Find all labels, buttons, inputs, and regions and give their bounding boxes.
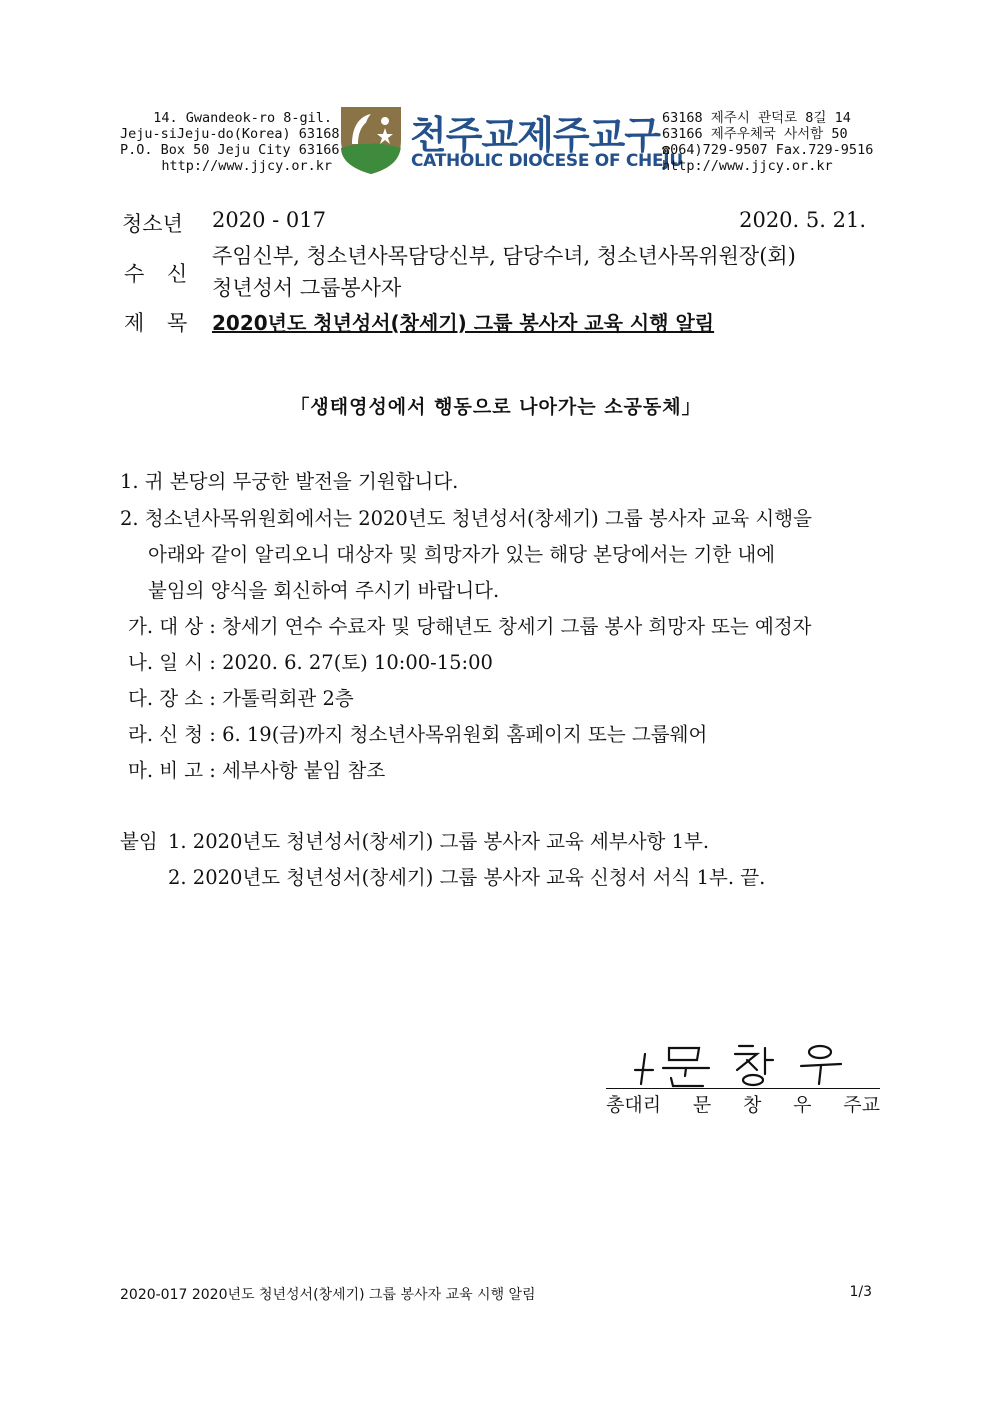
diocese-logo-icon: [338, 104, 404, 176]
signer-title-part: 문: [692, 1094, 712, 1116]
signer-title-part: 창: [742, 1094, 762, 1116]
paragraph-2-line: 2. 청소년사목위원회에서는 2020년도 청년성서(창세기) 그룹 봉사자 교육 시행을: [120, 507, 812, 530]
address-en-line: Jeju-siJeju-do(Korea) 63168: [120, 126, 340, 142]
paragraph-2-line: 붙임의 양식을 회신하여 주시기 바랍니다.: [148, 579, 500, 602]
handwritten-signature: [605, 1040, 880, 1090]
subject: 2020년도 청년성서(창세기) 그룹 봉사자 교육 시행 알림: [212, 311, 715, 335]
attachment-item: 1. 2020년도 청년성서(창세기) 그룹 봉사자 교육 세부사항 1부.: [168, 830, 710, 853]
detail-item: 라. 신 청 : 6. 19(금)까지 청소년사목위원회 홈페이지 또는 그룹웨어: [128, 723, 708, 746]
address-ko-line: ☎064)729-9507 Fax.729-9516: [662, 142, 874, 158]
address-ko-line: http://www.jjcy.or.kr: [662, 158, 833, 174]
subject-label: 제 목: [124, 311, 196, 335]
recipient-label: 수 신: [124, 262, 196, 286]
signer-title-part: 주교: [843, 1094, 880, 1116]
detail-item: 마. 비 고 : 세부사항 붙임 참조: [128, 759, 386, 782]
org-name-ko: 천주교제주교구: [410, 113, 660, 157]
doc-date: 2020. 5. 21.: [739, 208, 866, 232]
recipients-line: 주임신부, 청소년사목담당신부, 담당수녀, 청소년사목위원장(회): [212, 244, 796, 268]
paragraph-1: 1. 귀 본당의 무궁한 발전을 기원합니다.: [120, 470, 459, 493]
detail-item: 다. 장 소 : 가톨릭회관 2층: [128, 687, 354, 710]
page-number: 1/3: [849, 1284, 872, 1300]
letterhead-address-ko: [662, 110, 882, 174]
address-en-line: http://www.jjcy.or.kr: [161, 158, 332, 174]
letterhead-address-en: [120, 110, 340, 174]
paragraph-2-line: 아래와 같이 알리오니 대상자 및 희망자가 있는 해당 본당에서는 기한 내에: [148, 543, 776, 566]
address-ko-line: 63166 제주우체국 사서함 50: [662, 126, 848, 142]
attachment-label: 붙임: [120, 830, 158, 853]
signature-line: [606, 1088, 880, 1089]
doc-label: 청소년: [122, 212, 183, 236]
signer-title-part: 총대리: [606, 1094, 662, 1116]
detail-item: 가. 대 상 : 창세기 연수 수료자 및 당해년도 창세기 그룹 봉사 희망자 또는 예정자: [128, 615, 812, 638]
footer-title: 2020-017 2020년도 청년성서(창세기) 그룹 봉사자 교육 시행 알림: [120, 1287, 536, 1303]
address-en-line: P.O. Box 50 Jeju City 63166: [120, 142, 340, 158]
attachment-item: 2. 2020년도 청년성서(창세기) 그룹 봉사자 교육 신청서 서식 1부. 끝.: [168, 866, 766, 889]
recipients-line: 청년성서 그룹봉사자: [212, 276, 402, 300]
signer-title-part: 우: [793, 1094, 812, 1116]
slogan: 「생태영성에서 행동으로 나아가는 소공동체」: [290, 396, 702, 418]
address-en-line: 14. Gwandeok-ro 8-gil.: [153, 110, 332, 126]
org-name-en: CATHOLIC DIOCESE OF CHEJU: [411, 151, 683, 171]
detail-item: 나. 일 시 : 2020. 6. 27(토) 10:00-15:00: [128, 651, 493, 674]
signer-title: [606, 1090, 880, 1117]
address-ko-line: 63168 제주시 관덕로 8길 14: [662, 110, 851, 126]
doc-number: 2020 - 017: [212, 208, 326, 232]
